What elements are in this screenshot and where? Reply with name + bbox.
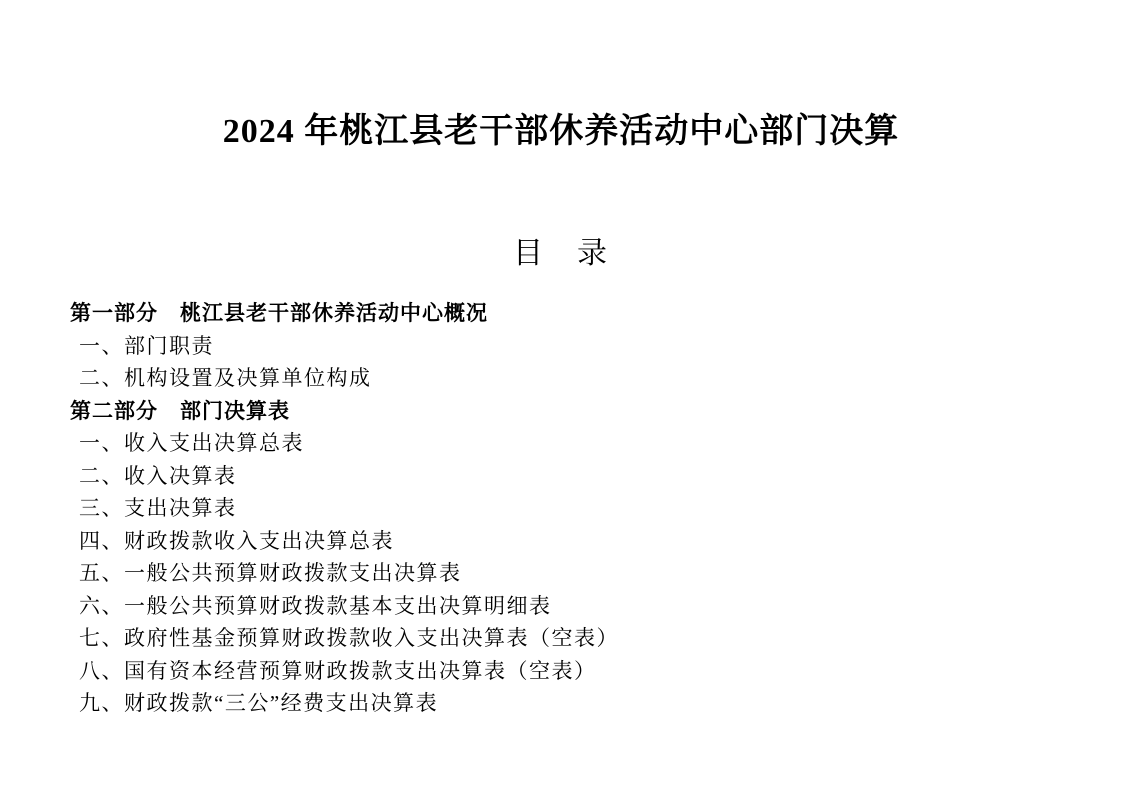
toc-section-heading: 第一部分 桃江县老干部休养活动中心概况 [70,301,488,325]
document-title: 2024 年桃江县老干部休养活动中心部门决算 [222,113,900,150]
toc-item: 一、部门职责 [79,333,214,358]
toc-item: 二、机构设置及决算单位构成 [79,366,372,390]
toc-heading: 目 录 [513,237,609,270]
toc-list [70,297,1082,720]
toc-item: 二、收入决算表 [79,463,237,488]
toc-item: 五、一般公共预算财政拨款支出决算表 [79,561,462,585]
toc-item: 八、国有资本经营预算财政拨款支出决算表（空表） [79,658,597,683]
toc-item: 七、政府性基金预算财政拨款收入支出决算表（空表） [79,626,619,650]
toc-item: 九、财政拨款“三公”经费支出决算表 [79,691,439,715]
toc-item: 六、一般公共预算财政拨款基本支出决算明细表 [79,593,552,618]
toc-item: 四、财政拨款收入支出决算总表 [79,528,394,553]
toc-item: 三、支出决算表 [79,496,237,520]
toc-item: 一、收入支出决算总表 [79,431,304,455]
toc-section-heading: 第二部分 部门决算表 [70,398,290,423]
